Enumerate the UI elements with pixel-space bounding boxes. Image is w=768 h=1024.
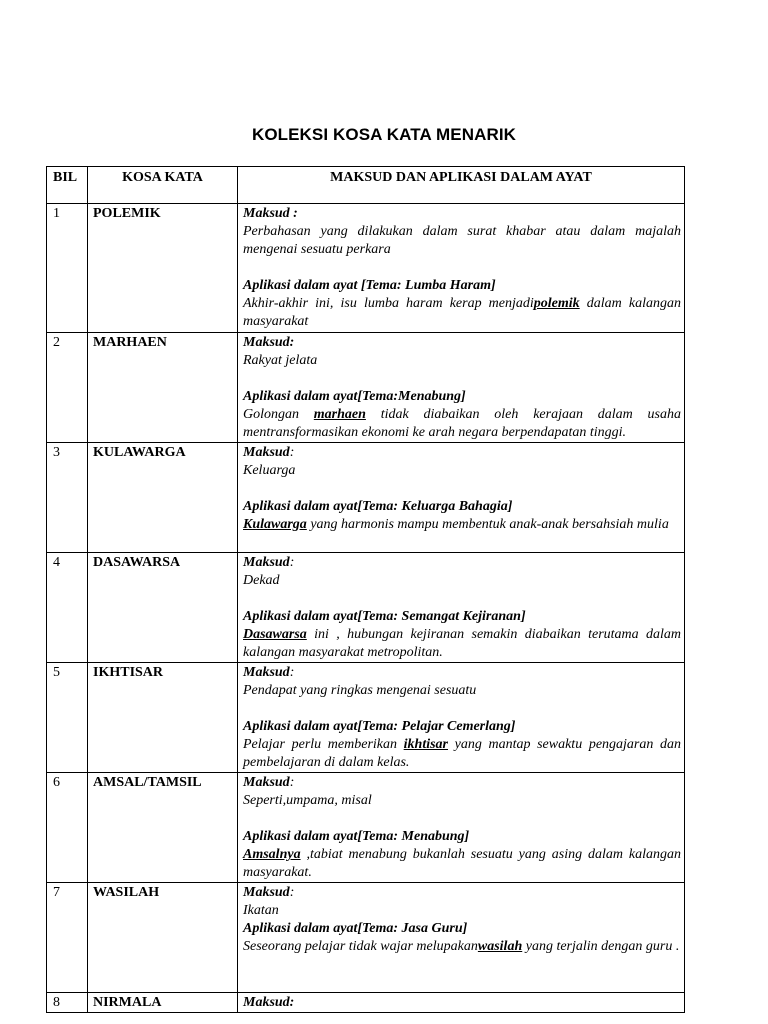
sentence-keyword: Amsalnya [243,847,301,862]
maksud-label: Maksud [243,445,290,460]
example-sentence [243,626,681,662]
aplikasi-label: Aplikasi dalam ayat [Tema: Lumba Haram] [243,278,496,293]
table-row [47,993,685,1013]
example-sentence [243,406,681,442]
row-number: 1 [47,204,88,333]
header-kosa-kata: KOSA KATA [88,167,238,204]
vocabulary-word: MARHAEN [88,333,238,443]
sentence-after: yang mantap sewaktu pengajaran dan pembelajaran di dalam kelas. [243,737,682,770]
sentence-keyword: ikhtisar [403,737,448,752]
row-number: 8 [47,993,88,1013]
sentence-before: Golongan [243,407,314,422]
meaning-cell [238,663,685,773]
sentence-before: Seseorang pelajar tidak wajar melupakan [243,939,478,954]
row-number: 2 [47,333,88,443]
table-row [47,204,685,333]
meaning-cell [238,993,685,1013]
sentence-after: ini , hubungan kejiranan semakin diabaikan terutama dalam kalangan masyarakat metropolitan. [243,627,681,660]
maksud-label: Maksud [243,775,290,790]
maksud-label: Maksud: [243,335,295,350]
sentence-keyword: Kulawarga [243,517,307,532]
example-sentence [243,846,681,882]
example-sentence [243,938,681,956]
sentence-after: yang terjalin dengan guru . [522,939,680,954]
maksud-label: Maksud: [243,995,295,1010]
vocabulary-word: NIRMALA [88,993,238,1013]
header-maksud: MAKSUD DAN APLIKASI DALAM AYAT [238,167,685,204]
table-row [47,773,685,883]
aplikasi-label: Aplikasi dalam ayat[Tema: Pelajar Cemerlang] [243,719,516,734]
header-bil: BIL [47,167,88,204]
meaning-cell [238,553,685,663]
example-sentence [243,516,681,534]
sentence-keyword: marhaen [313,407,366,422]
meaning-text: Keluarga [243,463,296,478]
meaning-text: Dekad [243,573,280,588]
vocabulary-word: WASILAH [88,883,238,993]
example-sentence [243,736,681,772]
sentence-keyword: wasilah [477,939,523,954]
maksud-colon: : [289,885,295,900]
maksud-colon: : [289,445,295,460]
aplikasi-label: Aplikasi dalam ayat[Tema: Semangat Kejiranan] [243,609,526,624]
maksud-label: Maksud [243,885,290,900]
maksud-colon: : [289,665,295,680]
aplikasi-label: Aplikasi dalam ayat[Tema: Jasa Guru] [243,921,468,936]
sentence-keyword: polemik [533,296,580,311]
sentence-after: ,tabiat menabung bukanlah sesuatu yang asing dalam kalangan masyarakat. [243,847,681,880]
table-row [47,663,685,773]
vocabulary-word: POLEMIK [88,204,238,333]
meaning-text: Rakyat jelata [243,353,318,368]
vocabulary-word: IKHTISAR [88,663,238,773]
aplikasi-label: Aplikasi dalam ayat[Tema:Menabung] [243,389,466,404]
meaning-text: Ikatan [243,903,279,918]
maksud-colon: : [289,775,295,790]
aplikasi-label: Aplikasi dalam ayat[Tema: Keluarga Bahagia] [243,499,513,514]
sentence-before: Akhir-akhir ini, isu lumba haram kerap menjadi [243,296,534,311]
meaning-cell [238,204,685,333]
table-row [47,333,685,443]
meaning-cell [238,333,685,443]
meaning-text: Seperti,umpama, misal [243,793,372,808]
table-row [47,883,685,993]
sentence-keyword: Dasawarsa [243,627,307,642]
meaning-cell [238,443,685,553]
row-number: 3 [47,443,88,553]
vocabulary-word: AMSAL/TAMSIL [88,773,238,883]
sentence-before: Pelajar perlu memberikan [243,737,404,752]
row-number: 7 [47,883,88,993]
meaning-text: Pendapat yang ringkas mengenai sesuatu [243,683,477,698]
maksud-label: Maksud [243,555,290,570]
row-number: 6 [47,773,88,883]
table-row [47,553,685,663]
vocabulary-table [46,166,685,1013]
vocabulary-word: DASAWARSA [88,553,238,663]
maksud-colon: : [289,555,295,570]
vocabulary-word: KULAWARGA [88,443,238,553]
table-header-row [47,167,685,204]
maksud-label: Maksud : [243,206,298,221]
meaning-text: Perbahasan yang dilakukan dalam surat khabar atau dalam majalah mengenai sesuatu perkara [243,224,681,257]
meaning-cell [238,883,685,993]
row-number: 4 [47,553,88,663]
maksud-label: Maksud [243,665,290,680]
meaning-cell [238,773,685,883]
document-title: KOLEKSI KOSA KATA MENARIK [251,125,517,144]
sentence-after: yang harmonis mampu membentuk anak-anak bersahsiah mulia [306,517,669,532]
row-number: 5 [47,663,88,773]
sentence-after: dalam kalangan masyarakat [243,296,681,329]
aplikasi-label: Aplikasi dalam ayat[Tema: Menabung] [243,829,470,844]
table-row [47,443,685,553]
sentence-after: tidak diabaikan oleh kerajaan dalam usaha mentransformasikan ekonomi ke arah negara berpendapatan tinggi. [243,407,681,440]
example-sentence [243,295,681,331]
